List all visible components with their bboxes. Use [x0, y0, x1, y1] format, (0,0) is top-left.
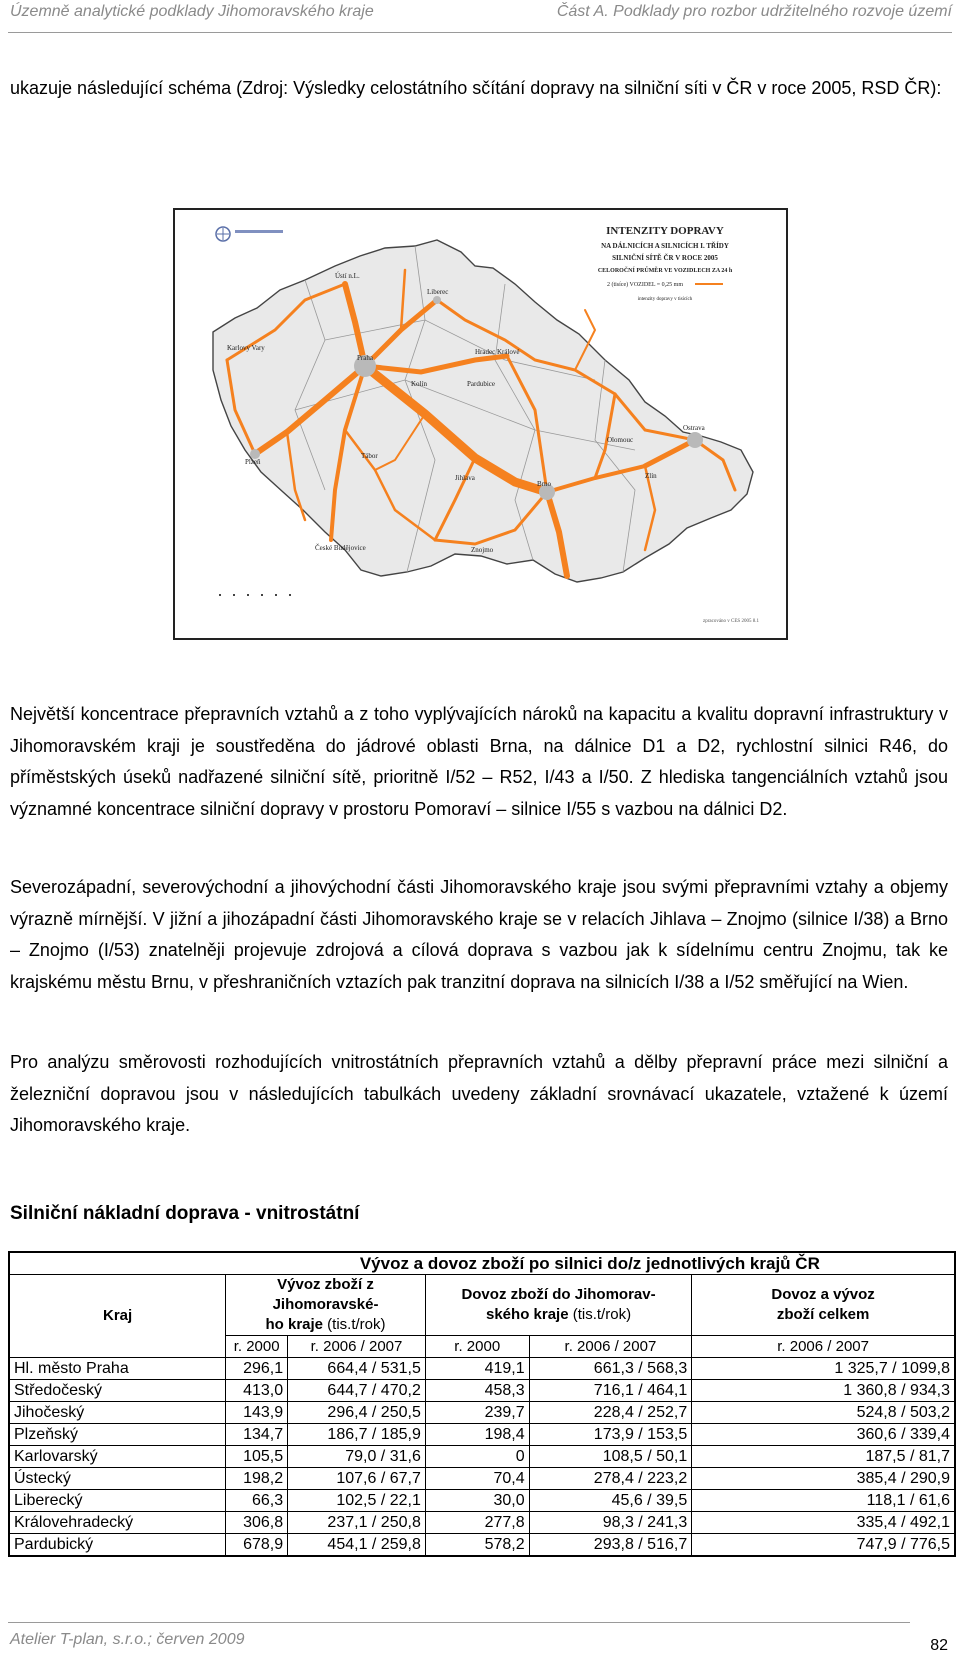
map-scale-note: 2 (tisíce) VOZIDEL = 0,25 mm	[606, 282, 684, 288]
row-value-d2006: 45,6 / 39,5	[529, 1490, 692, 1512]
map-subtitle: SILNIČNÍ SÍTĚ ČR V ROCE 2005	[612, 254, 718, 262]
table-row	[9, 1490, 955, 1512]
row-kraj-name: Hl. město Praha	[9, 1358, 226, 1380]
city-label: Ostrava	[683, 424, 705, 432]
row-value-v2006: 102,5 / 22,1	[288, 1490, 426, 1512]
city-label: Hradec Králové	[475, 348, 520, 356]
section-title: Silniční nákladní doprava - vnitrostátní	[10, 1203, 360, 1224]
city-label: Brno	[537, 480, 551, 488]
row-value-d2000: 239,7	[425, 1402, 529, 1424]
row-value-total: 360,6 / 339,4	[692, 1424, 955, 1446]
page-number: 82	[930, 1637, 948, 1654]
city-label: Liberec	[427, 288, 449, 296]
traffic-intensity-map	[173, 208, 788, 640]
row-value-v2000: 105,5	[226, 1446, 288, 1468]
czech-republic-outline	[213, 240, 753, 582]
row-value-d2006: 228,4 / 252,7	[529, 1402, 692, 1424]
header-document-title: Územně analytické podklady Jihomoravského kraje	[10, 3, 374, 20]
table-caption: Vývoz a dovoz zboží po silnici do/z jednotlivých krajů ČR	[226, 1252, 955, 1275]
subheader-year: r. 2000	[226, 1336, 288, 1358]
row-value-d2000: 458,3	[425, 1380, 529, 1402]
row-kraj-name: Jihočeský	[9, 1402, 226, 1424]
row-kraj-name: Karlovarský	[9, 1446, 226, 1468]
row-value-d2006: 108,5 / 50,1	[529, 1446, 692, 1468]
city-label: Kolín	[411, 380, 427, 388]
row-value-total: 1 360,8 / 934,3	[692, 1380, 955, 1402]
intro-paragraph: ukazuje následující schéma (Zdroj: Výsledky celostátního sčítání dopravy na silniční síti v ČR v roce 2005, RSD ČR):	[10, 78, 942, 98]
row-value-d2006: 278,4 / 223,2	[529, 1468, 692, 1490]
row-value-d2006: 661,3 / 568,3	[529, 1358, 692, 1380]
city-label: Znojmo	[471, 546, 494, 554]
table-row	[9, 1358, 955, 1380]
row-value-d2000: 30,0	[425, 1490, 529, 1512]
row-value-total: 187,5 / 81,7	[692, 1446, 955, 1468]
subheader-year: r. 2000	[425, 1336, 529, 1358]
row-value-total: 118,1 / 61,6	[692, 1490, 955, 1512]
city-label: Pardubice	[467, 380, 495, 388]
row-kraj-name: Liberecký	[9, 1490, 226, 1512]
map-scale-ticks	[219, 594, 291, 596]
row-value-d2000: 70,4	[425, 1468, 529, 1490]
concentration-paragraph: Největší koncentrace přepravních vztahů a z toho vyplývajících nároků na kapacitu a kvalitu dopravní infrastruktury v Jihomoravském kraji je soustředěna do jádrové oblasti Brna, na dálnice D1 a D2, rychlostní silnici R46, do příměstských úseků nadřazené silniční sítě, prioritně I/52 – R52, I/43 a I/50. Z hlediska tangenciálních vztahů jsou významné koncentrace silniční dopravy v prostoru Pomoraví – silnice I/55 s vazbou na dálnici D2.	[10, 704, 948, 819]
map-title: INTENZITY DOPRAVY	[606, 225, 724, 237]
table-row	[9, 1402, 955, 1424]
row-value-d2000: 0	[425, 1446, 529, 1468]
subheader-year: r. 2006 / 2007	[288, 1336, 426, 1358]
row-value-d2000: 419,1	[425, 1358, 529, 1380]
subheader-year: r. 2006 / 2007	[692, 1336, 955, 1358]
table-row	[9, 1446, 955, 1468]
row-value-v2000: 134,7	[226, 1424, 288, 1446]
row-value-total: 335,4 / 492,1	[692, 1512, 955, 1534]
map-svg	[175, 210, 786, 638]
table-row	[9, 1534, 955, 1557]
footer-company: Atelier T-plan, s.r.o.; červen 2009	[10, 1631, 245, 1648]
row-value-d2006: 98,3 / 241,3	[529, 1512, 692, 1534]
city-label: Ústí n.L.	[335, 272, 360, 280]
row-value-v2006: 644,7 / 470,2	[288, 1380, 426, 1402]
row-value-v2000: 66,3	[226, 1490, 288, 1512]
row-value-v2000: 306,8	[226, 1512, 288, 1534]
row-value-d2000: 578,2	[425, 1534, 529, 1557]
row-kraj-name: Pardubický	[9, 1534, 226, 1557]
row-value-total: 1 325,7 / 1099,8	[692, 1358, 955, 1380]
row-value-v2000: 678,9	[226, 1534, 288, 1557]
subheader-year: r. 2006 / 2007	[529, 1336, 692, 1358]
row-value-d2006: 173,9 / 153,5	[529, 1424, 692, 1446]
col-header-import: Dovoz zboží do Jihomorav- ského kraje (tis.t/rok)	[425, 1275, 691, 1336]
row-value-v2000: 296,1	[226, 1358, 288, 1380]
row-value-v2006: 237,1 / 250,8	[288, 1512, 426, 1534]
row-value-v2006: 186,7 / 185,9	[288, 1424, 426, 1446]
analysis-paragraph: Pro analýzu směrovosti rozhodujících vnitrostátních přepravních vztahů a dělby přepravní práce mezi silniční a železniční dopravou jsou v následujících tabulkách uvedeny základní srovnávací ukazatele, vztažené k území Jihomoravského kraje.	[10, 1052, 948, 1135]
table-row	[9, 1512, 955, 1534]
table-row	[9, 1468, 955, 1490]
row-value-d2000: 198,4	[425, 1424, 529, 1446]
row-value-v2006: 296,4 / 250,5	[288, 1402, 426, 1424]
regional-paragraph: Severozápadní, severovýchodní a jihovýchodní části Jihomoravského kraje jsou svými přepravními vztahy a objemy výrazně mírnější. V jižní a jihozápadní části Jihomoravského kraje se v relacích Jihlava – Znojmo (silnice I/38) a Brno – Znojmo (I/53) znatelněji projevuje zdrojová a cílová doprava s vazbou jak k sídelnímu centru Znojmu, tak ke krajskému městu Brnu, v přeshraničních vztazích pak tranzitní doprava na silnicích I/38 a I/52 směřující na Wien.	[10, 877, 948, 992]
city-label: Plzeň	[245, 458, 261, 466]
row-kraj-name: Středočeský	[9, 1380, 226, 1402]
row-value-total: 747,9 / 776,5	[692, 1534, 955, 1557]
col-header-total: Dovoz a vývoz zboží celkem	[692, 1275, 955, 1336]
row-value-v2006: 107,6 / 67,7	[288, 1468, 426, 1490]
table-row	[9, 1424, 955, 1446]
city-label: Jihlava	[455, 474, 475, 482]
row-kraj-name: Ústecký	[9, 1468, 226, 1490]
map-legend-note: intenzity dopravy v tisících	[637, 297, 693, 302]
map-subtitle: CELOROČNÍ PRŮMĚR VE VOZIDLECH ZA 24 h	[597, 268, 733, 274]
city-label: České Budějovice	[315, 544, 366, 552]
city-label: Zlín	[645, 472, 657, 480]
map-subtitle: NA DÁLNICÍCH A SILNICÍCH I. TŘÍDY	[601, 242, 729, 250]
map-source-note: zpracováno v CES 2005 8.1	[703, 619, 759, 624]
city-label: Tábor	[361, 452, 378, 460]
header-section-title: Část A. Podklady pro rozbor udržitelného rozvoje území	[556, 3, 952, 20]
row-value-d2006: 716,1 / 464,1	[529, 1380, 692, 1402]
row-value-d2006: 293,8 / 516,7	[529, 1534, 692, 1557]
row-kraj-name: Plzeňský	[9, 1424, 226, 1446]
row-value-d2000: 277,8	[425, 1512, 529, 1534]
col-header-export: Vývoz zboží z Jihomoravské- ho kraje (tis.t/rok)	[226, 1275, 426, 1336]
page-header	[8, 0, 952, 33]
row-value-v2006: 664,4 / 531,5	[288, 1358, 426, 1380]
row-value-v2006: 454,1 / 259,8	[288, 1534, 426, 1557]
footer-divider	[8, 1622, 910, 1623]
row-value-v2000: 143,9	[226, 1402, 288, 1424]
city-label: Olomouc	[607, 436, 634, 444]
freight-table	[8, 1251, 956, 1557]
table-row	[9, 1380, 955, 1402]
row-value-v2000: 198,2	[226, 1468, 288, 1490]
row-kraj-name: Královehradecký	[9, 1512, 226, 1534]
city-label: Karlovy Vary	[227, 344, 265, 352]
col-header-kraj: Kraj	[9, 1275, 226, 1358]
row-value-v2006: 79,0 / 31,6	[288, 1446, 426, 1468]
row-value-total: 385,4 / 290,9	[692, 1468, 955, 1490]
row-value-v2000: 413,0	[226, 1380, 288, 1402]
city-label: Praha	[357, 354, 373, 362]
row-value-total: 524,8 / 503,2	[692, 1402, 955, 1424]
rsd-logo-icon	[216, 227, 283, 241]
